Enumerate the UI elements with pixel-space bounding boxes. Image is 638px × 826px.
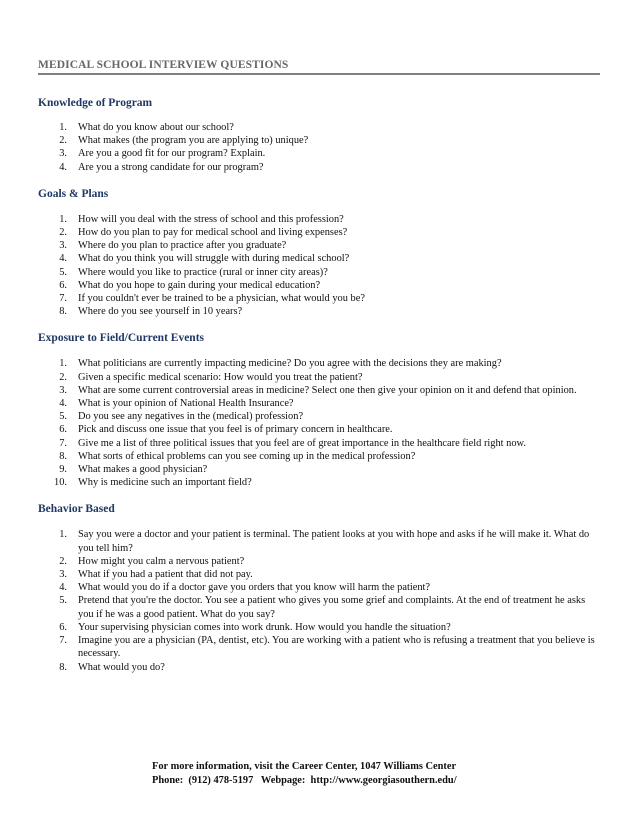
item-number: 7.: [59, 635, 67, 647]
item-text: How do you plan to pay for medical school and living expenses?: [78, 227, 348, 239]
item-text: What makes (the program you are applying to) unique?: [78, 135, 309, 147]
item-number: 6.: [59, 424, 67, 436]
item-number: 4.: [59, 161, 67, 173]
item-number: 9.: [59, 464, 67, 476]
item-text: Where would you like to practice (rural or inner city areas)?: [78, 266, 328, 278]
item-text: What do you think you will struggle with during medical school?: [78, 253, 350, 265]
item-number: 6.: [59, 621, 67, 633]
item-text: Pick and discuss one issue that you feel is of primary concern in healthcare.: [78, 424, 393, 436]
item-number: 4.: [59, 253, 67, 265]
item-text: Pretend that you're the doctor. You see a patient who gives you some grief and complaints. At the end of treatment he asks you if he was a good patient. What do you say?: [78, 595, 586, 620]
list-item: [38, 279, 600, 292]
section-behavior-based: [38, 502, 600, 673]
item-text: Why is medicine such an important field?: [78, 477, 252, 489]
contact-footer: [152, 760, 457, 787]
item-text: Where do you plan to practice after you graduate?: [78, 240, 287, 252]
question-list: [38, 121, 600, 174]
item-text: Given a specific medical scenario: How would you treat the patient?: [78, 371, 363, 383]
list-item: [38, 147, 600, 160]
section-exposure-to-field: [38, 331, 600, 489]
list-item: [38, 594, 600, 620]
item-text: How might you calm a nervous patient?: [78, 555, 245, 567]
list-item: [38, 450, 600, 463]
item-text: What do you know about our school?: [78, 122, 234, 133]
list-item: [38, 266, 600, 279]
item-text: What if you had a patient that did not pay.: [78, 569, 253, 581]
item-text: Are you a good fit for our program? Explain.: [78, 148, 266, 160]
item-text: Are you a strong candidate for our program?: [78, 161, 264, 173]
item-text: What sorts of ethical problems can you see coming up in the medical profession?: [78, 450, 416, 462]
list-item: [38, 423, 600, 436]
section-heading: Behavior Based: [38, 503, 115, 516]
list-item: [38, 384, 600, 397]
item-number: 8.: [59, 661, 67, 673]
item-number: 3.: [59, 384, 67, 396]
item-number: 3.: [59, 240, 67, 252]
item-number: 1.: [59, 529, 67, 541]
footer-line-contact: [152, 774, 457, 788]
section-heading: Knowledge of Program: [38, 97, 153, 109]
item-number: 1.: [59, 358, 67, 370]
item-text: How will you deal with the stress of school and this profession?: [78, 213, 344, 225]
item-text: Imagine you are a physician (PA, dentist, etc). You are working with a patient who is refusing a treatment that you believe is necessary.: [78, 635, 595, 660]
document-page: [38, 58, 600, 674]
item-number: 10.: [54, 477, 67, 489]
list-item: [38, 437, 600, 450]
item-number: 2.: [59, 227, 67, 239]
item-number: 2.: [59, 555, 67, 567]
item-number: 6.: [59, 279, 67, 291]
item-number: 8.: [59, 450, 67, 462]
section-heading: Goals & Plans: [38, 187, 109, 200]
list-item: [38, 226, 600, 239]
list-item: [38, 252, 600, 265]
item-number: 4.: [59, 398, 67, 410]
question-list: [38, 357, 600, 489]
item-number: 7.: [59, 437, 67, 449]
list-item: [38, 528, 600, 554]
list-item: [38, 292, 600, 305]
item-text: Give me a list of three political issues that you feel are of great importance in the healthcare field right now.: [78, 437, 526, 449]
question-list: [38, 213, 600, 319]
footer-contact-text: Phone: (912) 478-5197 Webpage: http://www.georgiasouthern.edu/: [152, 774, 457, 786]
section-heading: Exposure to Field/Current Events: [38, 332, 205, 345]
item-number: 2.: [59, 135, 67, 147]
list-item: [38, 161, 600, 174]
item-text: What do you hope to gain during your medical education?: [78, 279, 321, 291]
list-item: [38, 410, 600, 423]
section-goals-and-plans: [38, 187, 600, 319]
section-knowledge-of-program: [38, 96, 600, 174]
document-title: MEDICAL SCHOOL INTERVIEW QUESTIONS: [38, 58, 600, 75]
list-item: [38, 581, 600, 594]
list-item: [38, 121, 600, 134]
item-text: If you couldn't ever be trained to be a physician, what would you be?: [78, 293, 365, 305]
item-text: What is your opinion of National Health Insurance?: [78, 398, 294, 410]
item-text: Say you were a doctor and your patient is terminal. The patient looks at you with hope and asks if he will make it. What do you tell him?: [78, 529, 590, 554]
item-text: What politicians are currently impacting medicine? Do you agree with the decisions they are making?: [78, 358, 502, 370]
list-item: [38, 634, 600, 660]
question-list: [38, 528, 600, 673]
list-item: [38, 239, 600, 252]
item-number: 2.: [59, 371, 67, 383]
footer-line-info: [152, 760, 457, 774]
item-text: Your supervising physician comes into work drunk. How would you handle the situation?: [78, 621, 451, 633]
item-number: 1.: [59, 213, 67, 225]
list-item: [38, 463, 600, 476]
list-item: [38, 568, 600, 581]
item-text: What would you do?: [78, 661, 165, 673]
item-number: 3.: [59, 148, 67, 160]
item-number: 4.: [59, 582, 67, 594]
list-item: [38, 555, 600, 568]
list-item: [38, 371, 600, 384]
list-item: [38, 476, 600, 489]
list-item: [38, 621, 600, 634]
item-text: What makes a good physician?: [78, 464, 208, 476]
list-item: [38, 397, 600, 410]
list-item: [38, 134, 600, 147]
list-item: [38, 357, 600, 370]
item-text: Do you see any negatives in the (medical) profession?: [78, 411, 304, 423]
footer-info-text: For more information, visit the Career Center, 1047 Williams Center: [152, 761, 457, 772]
item-number: 7.: [59, 293, 67, 305]
list-item: [38, 213, 600, 226]
item-text: Where do you see yourself in 10 years?: [78, 306, 243, 318]
item-number: 1.: [59, 122, 67, 133]
item-number: 5.: [59, 595, 67, 607]
item-text: What are some current controversial areas in medicine? Select one then give your opinion on it and defend that opinion.: [78, 384, 577, 396]
item-number: 3.: [59, 569, 67, 581]
item-number: 5.: [59, 266, 67, 278]
list-item: [38, 661, 600, 674]
list-item: [38, 305, 600, 318]
item-text: What would you do if a doctor gave you orders that you know will harm the patient?: [78, 582, 431, 594]
item-number: 5.: [59, 411, 67, 423]
item-number: 8.: [59, 306, 67, 318]
